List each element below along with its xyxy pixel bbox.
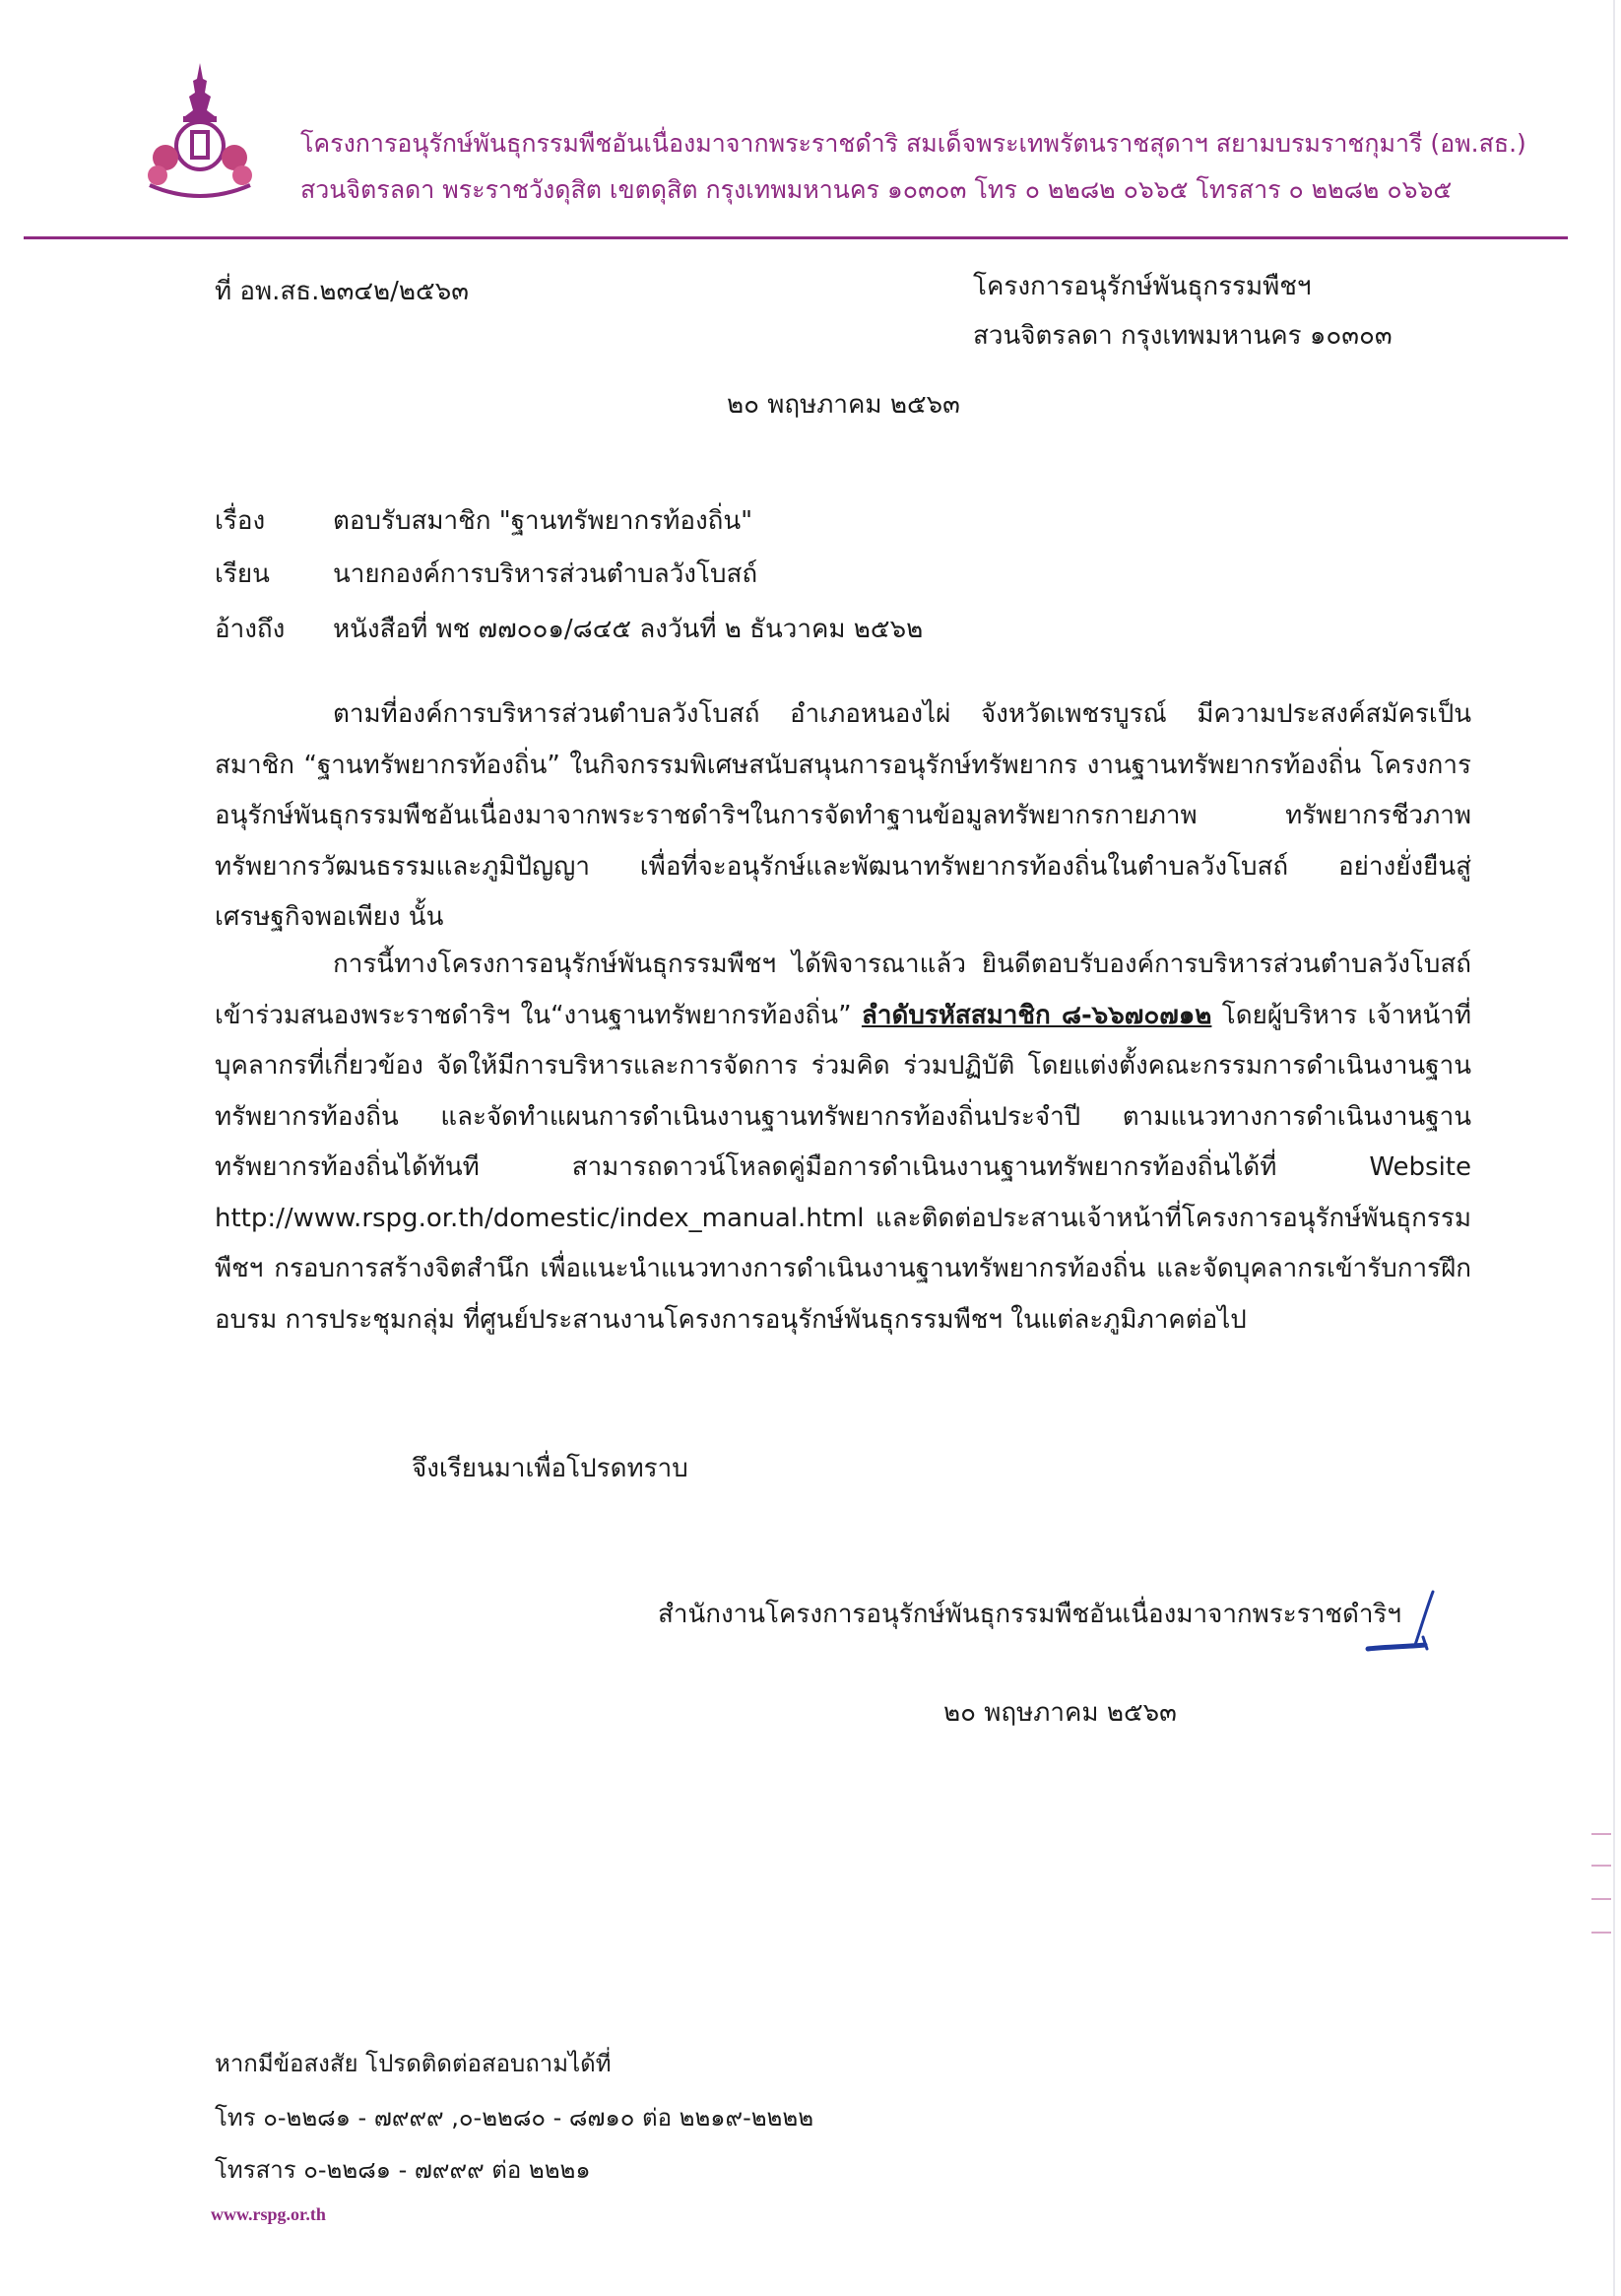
signing-office: สำนักงานโครงการอนุรักษ์พันธุกรรมพืชอันเนื่องมาจากพระราชดำริฯ <box>658 1600 1401 1629</box>
letterhead-title: โครงการอนุรักษ์พันธุกรรมพืชอันเนื่องมาจากพระราชดำริ สมเด็จพระเทพรัตนราชสุดาฯ สยามบรมราชกุมารี (อพ.สธ.) <box>300 129 1526 158</box>
page-edge-divider <box>1613 0 1615 2296</box>
member-code: ลำดับรหัสสมาชิก ๘-๖๖๗๐๗๑๒ <box>861 1000 1212 1030</box>
signature-mark <box>1364 1588 1453 1667</box>
letter-date: ๒๐ พฤษภาคม ๒๕๖๓ <box>727 390 960 420</box>
contact-heading: หากมีข้อสงสัย โปรดติดต่อสอบถามได้ที่ <box>215 2050 612 2077</box>
website-link[interactable]: www.rspg.or.th <box>211 2204 326 2224</box>
contact-fax: โทรสาร ๐-๒๒๘๑ - ๗๙๙๙ ต่อ ๒๒๒๑ <box>215 2156 591 2184</box>
letterhead-divider <box>24 236 1568 239</box>
body-paragraph-1: ตามที่องค์การบริหารส่วนตำบลวังโบสถ์ อำเภอหนองไผ่ จังหวัดเพชรบูรณ์ มีความประสงค์สมัครเป็นสมาชิก “ฐานทรัพยากรท้องถิ่น” ในกิจกรรมพิเศษสนับสนุนการอนุรักษ์ทรัพยากร งานฐานทรัพยากรท้องถิ่น โครงการอนุรักษ์พันธุกรรมพืชอันเนื่องมาจากพระราชดำริฯในการจัดทำฐานข้อมูลทรัพยากรกายภาพ ทรัพยากรชีวภาพ ทรัพยากรวัฒนธรรมและภูมิปัญญา เพื่อที่จะอนุรักษ์และพัฒนาทรัพยากรท้องถิ่นในตำบลวังโบสถ์ อย่างยั่งยืนสู่เศรษฐกิจพอเพียง นั้น <box>215 699 1471 932</box>
contact-phone: โทร ๐-๒๒๘๑ - ๗๙๙๙ ,๐-๒๒๘๐ - ๘๗๑๐ ต่อ ๒๒๑๙-๒๒๒๒ <box>215 2104 814 2132</box>
reference-text: หนังสือที่ พช ๗๗๐๐๑/๘๔๕ ลงวันที่ ๒ ธันวาคม ๒๕๖๒ <box>333 615 924 644</box>
body-paragraph-2-intro: การนี้ทางโครงการอนุรักษ์พันธุกรรมพืชฯ ได้พิจารณาแล้ว ยินดีตอบรับองค์การบริหารส่วนตำบลวังโบสถ์ เข้าร่วมสนองพระราชดำริฯ ใน“งานฐานทรัพยากรท้องถิ่น” <box>215 950 1471 1030</box>
sender-address: สวนจิตรลดา กรุงเทพมหานคร ๑๐๓๐๓ <box>973 321 1393 351</box>
reference-number: ที่ อพ.สธ.๒๓๔๒/๒๕๖๓ <box>215 277 470 306</box>
letterhead-address: สวนจิตรลดา พระราชวังดุสิต เขตดุสิต กรุงเทพมหานคร ๑๐๓๐๓ โทร ๐ ๒๒๘๒ ๐๖๖๕ โทรสาร ๐ ๒๒๘๒ ๐๖๖๕ <box>300 175 1453 204</box>
subject-text: ตอบรับสมาชิก "ฐานทรัพยากรท้องถิ่น" <box>333 506 753 536</box>
signed-date: ๒๐ พฤษภาคม ๒๕๖๓ <box>943 1698 1177 1728</box>
reference-label: อ้างถึง <box>215 615 286 644</box>
sender-name: โครงการอนุรักษ์พันธุกรรมพืชฯ <box>973 272 1312 301</box>
recipient-label: เรียน <box>215 559 270 589</box>
recipient-text: นายกองค์การบริหารส่วนตำบลวังโบสถ์ <box>333 559 758 589</box>
subject-label: เรื่อง <box>215 506 266 536</box>
closing-phrase: จึงเรียนมาเพื่อโปรดทราบ <box>412 1454 688 1483</box>
margin-marks <box>1586 1830 1615 1938</box>
body-paragraph-2-rest: โดยผู้บริหาร เจ้าหน้าที่ บุคลากรที่เกี่ยวข้อง จัดให้มีการบริหารและการจัดการ ร่วมคิด ร่วมปฏิบัติ โดยแต่งตั้งคณะกรรมการดำเนินงานฐานทรัพยากรท้องถิ่น และจัดทำแผนการดำเนินงานฐานทรัพยากรท้องถิ่นประจำปี ตามแนวทางการดำเนินงานฐานทรัพยากรท้องถิ่นได้ทันที สามารถดาวน์โหลดคู่มือการดำเนินงานฐานทรัพยากรท้องถิ่นได้ที่ Website http://www.rspg.or.th/domestic/index_manual.html และติดต่อประสานเจ้าหน้าที่โครงการอนุรักษ์พันธุกรรมพืชฯ กรอบการสร้างจิตสำนึก เพื่อแนะนำแนวทางการดำเนินงานฐานทรัพยากรท้องถิ่น และจัดบุคลากรเข้ารับการฝึกอบรม การประชุมกลุ่ม ที่ศูนย์ประสานงานโครงการอนุรักษ์พันธุกรรมพืชฯ ในแต่ละภูมิภาคต่อไป <box>215 1000 1471 1335</box>
rspg-emblem-icon <box>136 59 264 207</box>
body-paragraph-2 <box>215 940 1471 1345</box>
